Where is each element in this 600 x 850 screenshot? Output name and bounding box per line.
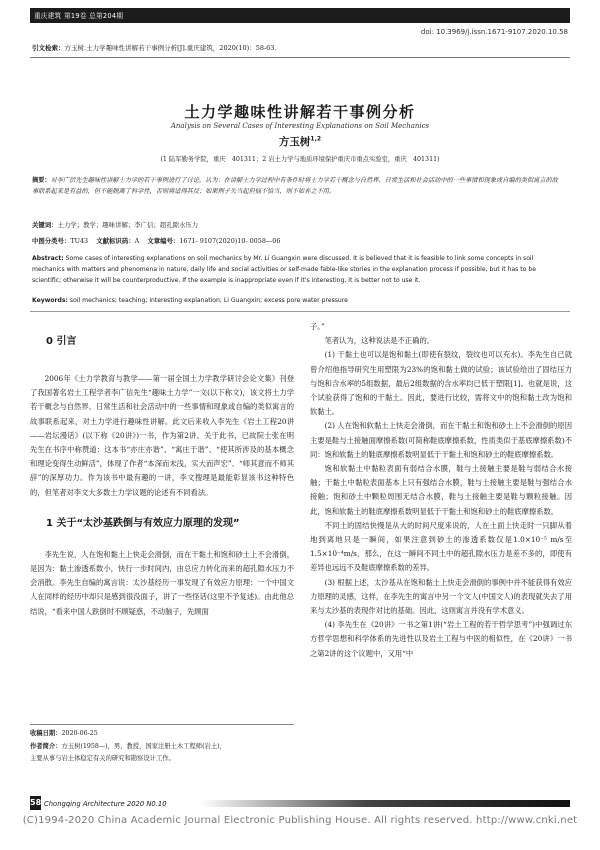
section-1-paragraph: 李先生说，人在饱和黏土上快走会滑倒，而在干黏土和饱和砂土上不会滑倒，是因为：黏土渗透系数小，快行一步时间内，由总应力转化而来的超孔隙水压力不会消散。李先生自编的寓言说：太沙基经历一事发现了有效应力原理：一个中国文人在同样的经历中却只是感到很没面子，讲了一些怪话(这里不予复述)。由此他总结说，“看来中国人跌倒时不顾疑惑，不动脑子，先顾面 — [30, 549, 294, 616]
code-value: A — [134, 237, 140, 245]
page-number: 58 — [30, 798, 42, 807]
copyright-watermark: (C)1994-2020 China Academic Journal Electronic Publishing House. All rights reserved. http://www.cnki.net — [22, 815, 578, 826]
article-number-label: 文章编号： — [147, 237, 180, 245]
paragraph-4: 不同土的固结快慢是从大的时间尺度来说的，人在土面上快走时一只脚从着地到离地只是一瞬间，如果注意到砂土的渗透系数仅是1.0×10⁻⁵ m/s至1.5×10⁻⁴m/s，那么，在这一瞬间不同土中的超孔隙水压力是差不多的，即使有差异也远远不及鞋底摩擦系数的差异。 — [310, 520, 572, 573]
citation-divider — [30, 57, 570, 58]
author-bio-continued: 主要从事与岩土体稳定有关的研究和勘察设计工作。 — [30, 755, 175, 762]
footer-journal: Chongqing Architecture 2020 N0.10 — [44, 800, 167, 808]
author-name: 方玉树 — [278, 136, 311, 148]
keywords-en — [32, 297, 348, 304]
classification-line — [32, 236, 280, 245]
author — [30, 134, 570, 149]
continued-text: 子。” — [310, 322, 325, 331]
keywords-cn-label: 关键词： — [32, 221, 58, 229]
clc-label: 中图分类号： — [32, 237, 71, 245]
footnote-divider — [30, 724, 294, 725]
received-value: 2020-06-25 — [61, 730, 98, 737]
article-title-en: Analysis on Several Cases of Interesting Explanations on Soil Mechanics — [170, 122, 430, 130]
keywords-cn — [32, 220, 198, 229]
abstract-cn — [32, 175, 562, 197]
abstract-cn-text: 对李广信先生趣味性讲解土力学的若干事例进行了讨论，认为：在讲解土力学过程中有条件时将土力学若干概念与自然界、日常生活和社会活动中的一些事情和现象或自编的类似寓言的故事联系起来是有益的，但不能脱离了科学性，否则将适得其反；如果例子失当起但恼不恰当，则不如弃之不用。 — [32, 177, 558, 195]
article-title: 土力学趣味性讲解若干事例分析 — [184, 103, 416, 121]
header-divider — [30, 311, 570, 312]
section-0-title: 0 引言 — [46, 336, 77, 347]
paragraph-6: (4) 李先生在《20讲》一书之第1讲(“岩土工程的若干哲学思考”)中强调过东方哲学思想和科学体系的先进性以及岩土工程与中医的相似性，在《20讲》一书之第2讲的这个议题中，又用“中 — [310, 620, 572, 658]
intro-paragraph: 2006年《土力学教育与教学——第一届全国土力学教学研讨会论文集》刊登了我国著名岩土工程学者李广信先生“趣味土力学”一文(以下称文)，该文将土力学若干概念与自然界、日常生活和社会活动中的一些事情和现象或自编的类似寓言的故事联系起来，对土力学进行趣味性讲解。此文后来收入李先生《岩土工程20讲——岩坛漫话》(以下称《20讲》)一书，作为第2讲。关于此书，已故院士张在明先生在书序中称赞道：这本书“亦庄亦谐”、“寓庄于谐”、“使其所涉及的基本概念和理论变得生动鲜活”，体现了作者“本深而末浅，实大而声宏”、“师其意而不师其辞”的深厚功力。作为该书中最有趣的一讲，李文搜理是最能彰显该书这种特色的，但笔者对李文大多数土力学议题的论述有不同看法。 — [30, 374, 294, 497]
keywords-cn-text: 土力学；教学；趣味讲解；李广信；超孔隙水压力 — [57, 221, 199, 229]
abstract-en — [32, 253, 562, 286]
journal-name: 重庆建筑 第19卷 总第204期 — [34, 12, 124, 20]
section-1-title: 1 关于“太沙基跌倒与有效应力原理的发现” — [46, 517, 240, 529]
keywords-en-text: soil mechanics; teaching; interesting explanation; Li Guangxin; excess pore water pressure — [69, 297, 348, 304]
abstract-cn-label: 摘要： — [32, 177, 51, 184]
received-date — [30, 728, 294, 739]
code-label: 文献标识码： — [96, 237, 135, 245]
bio-label: 作者简介： — [30, 743, 62, 750]
left-column — [30, 320, 294, 619]
article-number-value: 1671- 9107(2020)10- 0058—06 — [179, 237, 281, 245]
citation-label: 引文检索： — [32, 44, 65, 52]
received-label: 收稿日期： — [30, 730, 62, 737]
paragraph-2: (2) 人在饱和软黏土上快走会滑倒，而在干黏土和饱和砂土上不会滑倒的原因主要是鞋与土接触面摩擦系数(可简称鞋底摩擦系数，性质类似于基底摩擦系数)不同：饱和软黏土的鞋底摩擦系数明显低于干黏土和饱和砂土的鞋底摩擦系数。 — [310, 421, 572, 459]
citation-line — [32, 43, 432, 55]
abstract-en-label: Abstract: — [32, 255, 64, 262]
right-column — [310, 320, 572, 661]
affiliation: (1 陆军勤务学院，重庆 401311；2 岩土力学与地质环境保护重庆市重点实验室，重庆 401311) — [160, 156, 440, 163]
footer-gradient-bar — [200, 800, 570, 807]
paragraph-5: (3) 根据上述，太沙基从在饱和黏土上快走会滑倒的事例中并不能获得有效应力原理的灵感，这样，在李先生的寓言中另一个文人(中国文人)的表现就失去了用来与太沙基的表现作对比的基础。因此，这则寓言并没有学术意义。 — [310, 577, 572, 616]
paragraph-1: (1) 干黏土也可以是饱和黏土(即使有裂纹，裂纹也可以充水)。李先生自已就曾介绍他指导研究生用塑限为23%的饱和黏土做的试验；该试验给出了固结压力与饱和含水率的5组数据，最后2组数据的含水率均已低于塑限[1]。也就是说，这个试验获得了饱和的干黏土。因此，要进行比较，需将文中的饱和黏土改为饱和软黏土。 — [310, 350, 572, 417]
clc-value: TU43 — [70, 237, 89, 245]
abstract-en-text: Some cases of interesting explanations on soil mechanics by Mr. Li Guangxin were discussed. It is believed that it is feasible to link some concepts in soil mechanics with matters and phenomena in nature, daily life and social activities or self-made fable-like stories in the explanation process if possible, but it has to be scientific; otherwise it will be counterproductive. If the example is inappropriate even if it's interesting, it is better not to use it. — [32, 255, 536, 284]
bio-line-1: 方玉树(1958—)，男，教授，国家注册土木工程师(岩土)， — [61, 743, 226, 750]
paragraph-intro: 笔者认为，这种说法是不正确的。 — [324, 336, 435, 346]
author-affiliation-marker: 1,2 — [310, 135, 322, 143]
keywords-en-label: Keywords: — [32, 297, 68, 304]
author-bio — [30, 741, 294, 752]
citation-text: 方玉树.土力学趣味性讲解若干事例分析[J].重庆建筑，2020(10)：58-63. — [64, 44, 277, 52]
doi[interactable]: doi: 10.3969/j.issn.1671-9107.2020.10.58 — [420, 28, 568, 36]
paragraph-3: 饱和软黏土中黏粒表面有弱结合水膜，鞋与土接触主要是鞋与弱结合水接触；干黏土中黏粒表面基本上只有强结合水膜，鞋与土接触主要是鞋与强结合水接触；饱和砂土中颗粒周围无结合水膜，鞋与土接触主要是鞋与颗粒接触。因此，饱和软黏土的鞋底摩擦系数明显低于干黏土和饱和砂土的鞋底摩擦系数。 — [310, 464, 572, 516]
